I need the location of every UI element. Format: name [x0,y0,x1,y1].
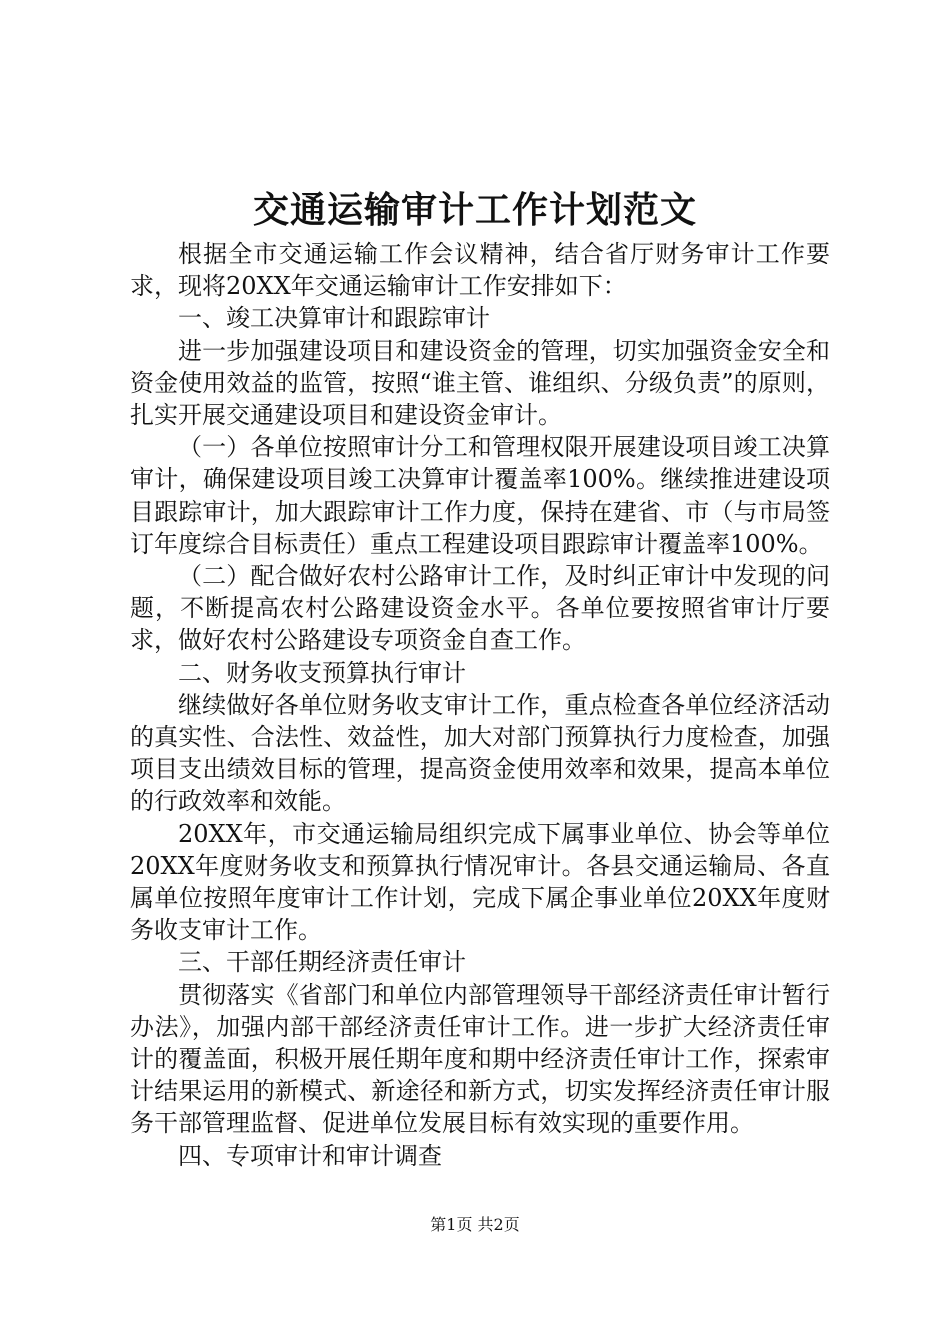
paragraph-intro: 根据全市交通运输工作会议精神，结合省厅财务审计工作要求，现将20XX年交通运输审计工作安排如下： [130,240,830,301]
document-body [130,238,830,1172]
section-heading-1: 一、竣工决算审计和跟踪审计 [178,304,490,333]
section-heading-4: 四、专项审计和审计调查 [178,1141,442,1170]
paragraph: （二）配合做好农村公路审计工作，及时纠正审计中发现的问题，不断提高农村公路建设资金水平。各单位要按照省审计厅要求，做好农村公路建设专项资金自查工作。 [130,562,830,655]
paragraph: （一）各单位按照审计分工和管理权限开展建设项目竣工决算审计，确保建设项目竣工决算审计覆盖率100%。继续推进建设项目跟踪审计，加大跟踪审计工作力度，保持在建省、市（与市局签订年度综合目标责任）重点工程建设项目跟踪审计覆盖率100%。 [130,433,830,558]
paragraph: 进一步加强建设项目和建设资金的管理，切实加强资金安全和资金使用效益的监管，按照“谁主管、谁组织、分级负责”的原则，扎实开展交通建设项目和建设资金审计。 [130,336,830,430]
section-heading-2: 二、财务收支预算执行审计 [178,658,466,687]
paragraph: 20XX年，市交通运输局组织完成下属事业单位、协会等单位20XX年度财务收支和预算执行情况审计。各县交通运输局、各直属单位按照年度审计工作计划，完成下属企事业单位20XX年度财务收支审计工作。 [130,819,830,945]
section-heading-3: 三、干部任期经济责任审计 [178,948,466,977]
document-title: 交通运输审计工作计划范文 [252,189,697,231]
paragraph: 继续做好各单位财务收支审计工作，重点检查各单位经济活动的真实性、合法性、效益性，加大对部门预算执行力度检查，加强项目支出绩效目标的管理，提高资金使用效率和效果，提高本单位的行政效率和效能。 [130,690,830,816]
page-number-footer: 第1页 共2页 [430,1215,520,1234]
paragraph: 贯彻落实《省部门和单位内部管理领导干部经济责任审计暂行办法》，加强内部干部经济责任审计工作。进一步扩大经济责任审计的覆盖面，积极开展任期年度和期中经济责任审计工作，探索审计结果运用的新模式、新途径和新方式，切实发挥经济责任审计服务干部管理监督、促进单位发展目标有效实现的重要作用。 [130,980,830,1138]
